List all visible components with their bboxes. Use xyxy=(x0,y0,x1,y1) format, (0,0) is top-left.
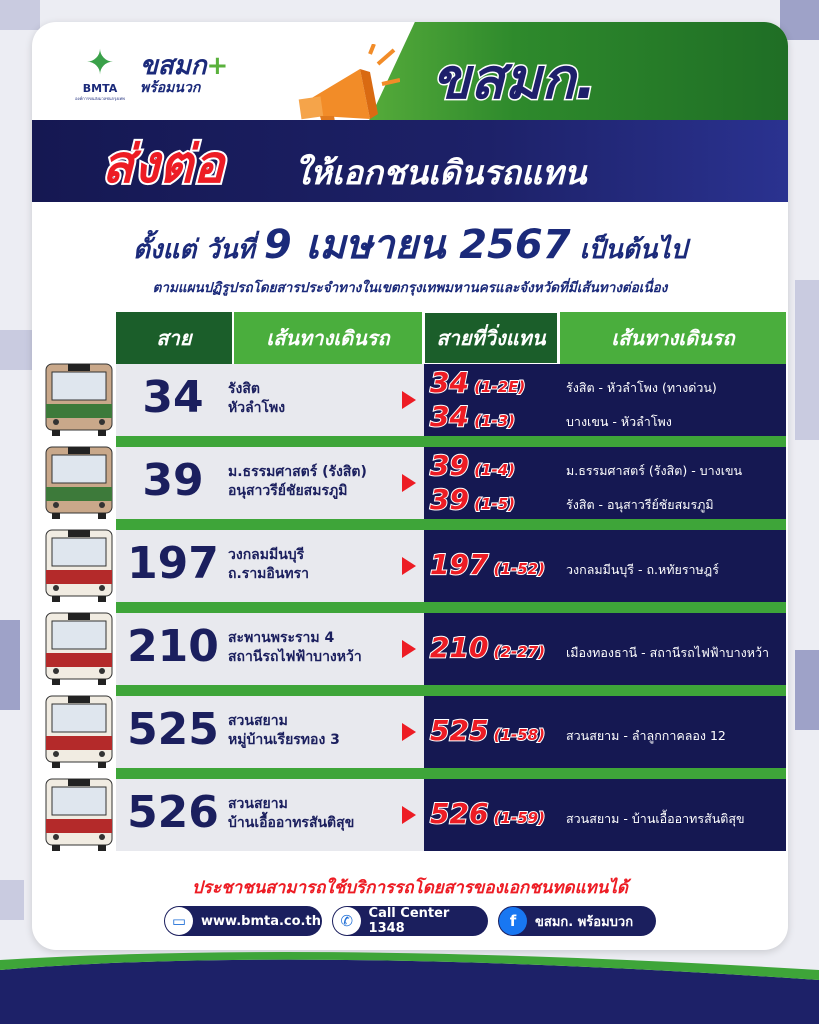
route-description-line: บ้านเอื้ออาทรสันติสุข xyxy=(228,815,355,831)
replacement-code: (1-5) xyxy=(468,495,516,513)
background-pixel xyxy=(0,0,40,30)
arrow-right-icon xyxy=(402,391,416,409)
call-center-text: Call Center 1348 xyxy=(368,906,450,936)
route-number: 525 xyxy=(127,704,219,755)
route-description-line: สะพานพระราม 4 xyxy=(228,630,335,646)
route-description-line: หมู่บ้านเรียรทอง 3 xyxy=(228,732,340,748)
bus-icon xyxy=(42,775,116,853)
replacement-code: (1-58) xyxy=(488,726,545,744)
bus-icon xyxy=(42,526,116,604)
replacement-route xyxy=(430,797,545,830)
route-description-line: หัวลำโพง xyxy=(228,400,286,416)
route-number: 210 xyxy=(127,621,219,672)
bus-icon xyxy=(42,360,116,438)
effective-date xyxy=(32,212,788,276)
header-route: สาย xyxy=(116,312,232,364)
route-description-line: รังสิต xyxy=(228,381,260,397)
header-route-path: เส้นทางเดินรถ xyxy=(234,312,422,364)
route-number: 39 xyxy=(142,455,204,506)
replacement-route xyxy=(430,366,525,399)
replacement-description: รังสิต - อนุสาวรีย์ชัยสมรภูมิ xyxy=(566,497,714,512)
bmta-logo-subtext: องค์การขนส่งมวลชนกรุงเทพ xyxy=(75,96,125,101)
replacement-number: 526 xyxy=(430,797,489,830)
replacement-number: 34 xyxy=(430,400,469,433)
footer-message: ประชาชนสามารถใช้บริการรถโดยสารของเอกชนทดแทนได้ xyxy=(192,878,628,898)
arrow-right-icon xyxy=(402,640,416,658)
replacement-route xyxy=(430,483,515,516)
route-description-line: ม.ธรรมศาสตร์ (รังสิต) xyxy=(228,464,367,480)
plus-logo-line1: ขสมก xyxy=(140,51,207,81)
bus-icon xyxy=(42,609,116,687)
bmta-logo xyxy=(68,44,132,102)
route-description-line: สถานีรถไฟฟ้าบางหว้า xyxy=(228,649,362,665)
facebook-link[interactable] xyxy=(498,906,656,936)
route-description xyxy=(228,712,408,750)
brand-title: ขสมก. xyxy=(432,47,597,112)
row-divider xyxy=(116,436,786,447)
replacement-code: (1-3) xyxy=(468,412,516,430)
website-text: www.bmta.co.th xyxy=(201,913,321,929)
replacement-route xyxy=(430,449,515,482)
arrow-right-icon xyxy=(402,474,416,492)
route-description xyxy=(228,463,408,501)
subtitle: ตามแผนปฏิรูปรถโดยสารประจำทางในเขตกรุงเทพมหานครและจังหวัดที่มีเส้นทางต่อเนื่อง xyxy=(152,280,668,296)
replacement-number: 39 xyxy=(430,483,469,516)
background-pixel xyxy=(0,620,20,710)
replacement-description: สวนสยาม - ลำลูกกาคลอง 12 xyxy=(566,728,726,743)
arrow-right-icon xyxy=(402,806,416,824)
route-description xyxy=(228,629,408,667)
replacement-description: บางเขน - หัวลำโพง xyxy=(566,414,672,429)
replacement-description: เมืองทองธานี - สถานีรถไฟฟ้าบางหว้า xyxy=(566,645,770,660)
bmta-logo-mark-icon: ✦ xyxy=(85,43,115,83)
replacement-code: (2-27) xyxy=(488,643,545,661)
route-description xyxy=(228,546,408,584)
background-pixel xyxy=(0,330,32,370)
route-description-line: ถ.รามอินทรา xyxy=(228,566,309,582)
arrow-right-icon xyxy=(402,723,416,741)
web-icon: ▭ xyxy=(165,907,193,935)
replacement-number: 525 xyxy=(430,714,489,747)
route-number: 34 xyxy=(142,372,204,423)
replacement-number: 34 xyxy=(430,366,469,399)
route-description-line: สวนสยาม xyxy=(228,713,288,729)
route-number: 526 xyxy=(127,787,219,838)
replacement-code: (1-2E) xyxy=(468,378,526,396)
call-center-link[interactable] xyxy=(332,906,488,936)
plus-logo-line2: พร้อมนวก xyxy=(140,80,201,96)
route-description xyxy=(228,795,408,833)
replacement-route xyxy=(430,548,545,581)
background-pixel xyxy=(795,280,819,440)
arrow-right-icon xyxy=(402,557,416,575)
headline-white: ให้เอกชนเดินรถแทน xyxy=(294,153,587,192)
route-number: 197 xyxy=(127,538,219,589)
replacement-route xyxy=(430,714,545,747)
bottom-wave-decoration xyxy=(0,940,819,1024)
row-divider xyxy=(116,685,786,696)
date-prefix: ตั้งแต่ วันที่ xyxy=(133,235,255,265)
replacement-number: 39 xyxy=(430,449,469,482)
replacement-description: สวนสยาม - บ้านเอื้ออาทรสันติสุข xyxy=(566,811,745,826)
route-description xyxy=(228,380,408,418)
row-divider xyxy=(116,602,786,613)
row-divider xyxy=(116,519,786,530)
route-description-line: วงกลมมีนบุรี xyxy=(228,547,305,563)
date-value: 9 เมษายน 2567 xyxy=(263,222,571,268)
replacement-code: (1-59) xyxy=(488,809,545,827)
replacement-number: 210 xyxy=(430,631,489,664)
header-replacement-path: เส้นทางเดินรถ xyxy=(560,312,786,364)
website-link[interactable] xyxy=(164,906,322,936)
route-description-line: สวนสยาม xyxy=(228,796,288,812)
replacement-description: วงกลมมีนบุรี - ถ.หทัยราษฎร์ xyxy=(566,562,719,577)
replacement-number: 197 xyxy=(430,548,489,581)
facebook-icon: f xyxy=(499,907,527,935)
replacement-description: รังสิต - หัวลำโพง (ทางด่วน) xyxy=(566,380,717,395)
replacement-route xyxy=(430,631,545,664)
bmta-plus-logo xyxy=(140,52,270,96)
background-pixel xyxy=(795,650,819,730)
headline-red: ส่งต่อ xyxy=(102,135,225,195)
bus-icon xyxy=(42,443,116,521)
replacement-code: (1-52) xyxy=(488,560,545,578)
replacement-description: ม.ธรรมศาสตร์ (รังสิต) - บางเขน xyxy=(566,463,743,478)
phone-icon: ✆ xyxy=(333,907,361,935)
header-replacement: สายที่วิ่งแทน xyxy=(424,312,558,364)
announcement-card xyxy=(32,22,788,950)
replacement-route xyxy=(430,400,515,433)
bmta-logo-text: BMTA xyxy=(82,82,118,95)
row-divider xyxy=(116,768,786,779)
date-suffix: เป็นต้นไป xyxy=(579,235,687,265)
route-description-line: อนุสาวรีย์ชัยสมรภูมิ xyxy=(228,483,348,499)
bus-icon xyxy=(42,692,116,770)
background-pixel xyxy=(0,880,24,920)
plus-sign-icon: + xyxy=(206,51,229,81)
replacement-code: (1-4) xyxy=(468,461,516,479)
facebook-text: ขสมก. พร้อมบวก xyxy=(535,914,634,930)
